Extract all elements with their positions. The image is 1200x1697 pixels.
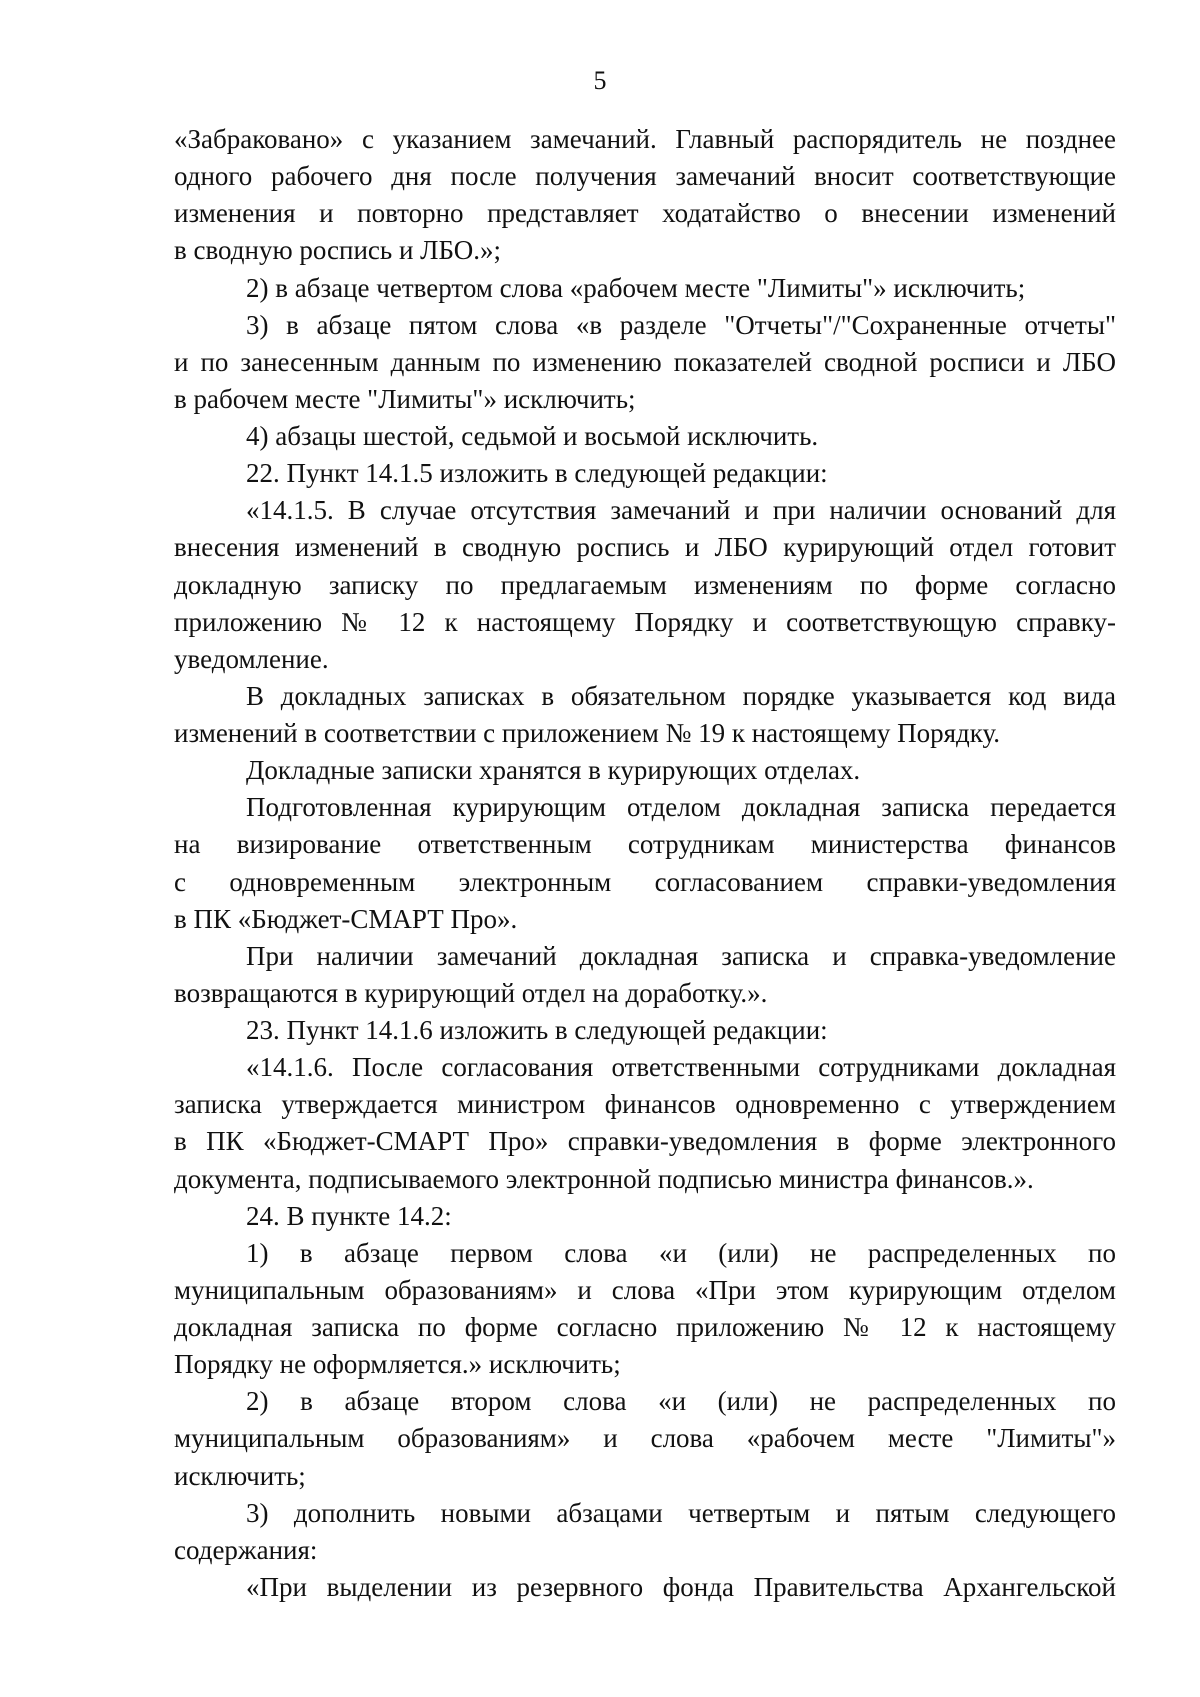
text-line: 2) в абзаце втором слова «и (или) не распределенных по xyxy=(246,1386,1116,1417)
text-line: 4) абзацы шестой, седьмой и восьмой исключить. xyxy=(246,421,819,451)
text-line: 3) в абзаце пятом слова «в разделе "Отчеты"/"Сохраненные отчеты" xyxy=(246,309,1116,340)
text-line: «При выделении из резервного фонда Правительства Архангельской xyxy=(246,1571,1116,1602)
text-line: «14.1.6. После согласования ответственными сотрудниками докладная xyxy=(246,1052,1116,1083)
document-body xyxy=(174,121,1116,1606)
text-line: возвращаются в курирующий отдел на доработку.». xyxy=(174,977,768,1008)
text-line: на визирование ответственным сотрудникам министерства финансов xyxy=(174,829,1116,860)
text-line: содержания: xyxy=(174,1534,318,1565)
text-line: муниципальным образованиям» и слова «При этом курирующим отделом xyxy=(174,1274,1116,1305)
text-line: Докладные записки хранятся в курирующих отделах. xyxy=(246,755,861,786)
text-line: приложению № 12 к настоящему Порядку и соответствующую справку- xyxy=(174,606,1116,637)
text-line: в ПК «Бюджет-СМАРТ Про» справки-уведомления в форме электронного xyxy=(174,1126,1116,1157)
text-line: уведомление. xyxy=(174,643,329,674)
text-line: Подготовленная курирующим отделом докладная записка передается xyxy=(246,792,1116,823)
text-line: докладную записку по предлагаемым изменениям по форме согласно xyxy=(174,569,1116,600)
text-line: «Забраковано» с указанием замечаний. Главный распорядитель не позднее xyxy=(174,124,1116,154)
text-line: 1) в абзаце первом слова «и (или) не распределенных по xyxy=(246,1237,1116,1268)
text-line: В докладных записках в обязательном порядке указывается код вида xyxy=(246,680,1116,711)
text-line: При наличии замечаний докладная записка и справка-уведомление xyxy=(246,940,1116,971)
page-number: 5 xyxy=(593,66,607,95)
text-line: внесения изменений в сводную роспись и ЛБО курирующий отдел готовит xyxy=(174,532,1116,563)
text-line: в сводную роспись и ЛБО.»; xyxy=(174,235,502,266)
text-line: документа, подписываемого электронной подписью министра финансов.». xyxy=(174,1163,1034,1194)
text-line: исключить; xyxy=(174,1460,306,1491)
text-line: 3) дополнить новыми абзацами четвертым и пятым следующего xyxy=(246,1497,1116,1528)
text-line: 2) в абзаце четвертом слова «рабочем месте "Лимиты"» исключить; xyxy=(246,272,1026,303)
text-line: «14.1.5. В случае отсутствия замечаний и при наличии оснований для xyxy=(246,495,1116,526)
text-line: и по занесенным данным по изменению показателей сводной росписи и ЛБО xyxy=(174,346,1116,377)
text-line: в рабочем месте "Лимиты"» исключить; xyxy=(174,383,636,414)
text-line: 24. В пункте 14.2: xyxy=(246,1200,452,1231)
text-line: 22. Пункт 14.1.5 изложить в следующей редакции: xyxy=(246,458,828,489)
text-line: Порядку не оформляется.» исключить; xyxy=(174,1349,621,1380)
text-line: изменения и повторно представляет ходатайство о внесении изменений xyxy=(174,198,1116,229)
text-line: изменений в соответствии с приложением № 19 к настоящему Порядку. xyxy=(174,718,1001,748)
text-line: 23. Пункт 14.1.6 изложить в следующей редакции: xyxy=(246,1015,828,1045)
text-line: муниципальным образованиям» и слова «рабочем месте "Лимиты"» xyxy=(174,1423,1116,1454)
text-line: докладная записка по форме согласно приложению № 12 к настоящему xyxy=(174,1312,1116,1342)
text-line: одного рабочего дня после получения замечаний вносит соответствующие xyxy=(174,161,1116,192)
text-line: с одновременным электронным согласованием справки-уведомления xyxy=(174,866,1116,897)
text-line: записка утверждается министром финансов одновременно с утверждением xyxy=(174,1089,1116,1120)
text-line: в ПК «Бюджет-СМАРТ Про». xyxy=(174,903,518,934)
